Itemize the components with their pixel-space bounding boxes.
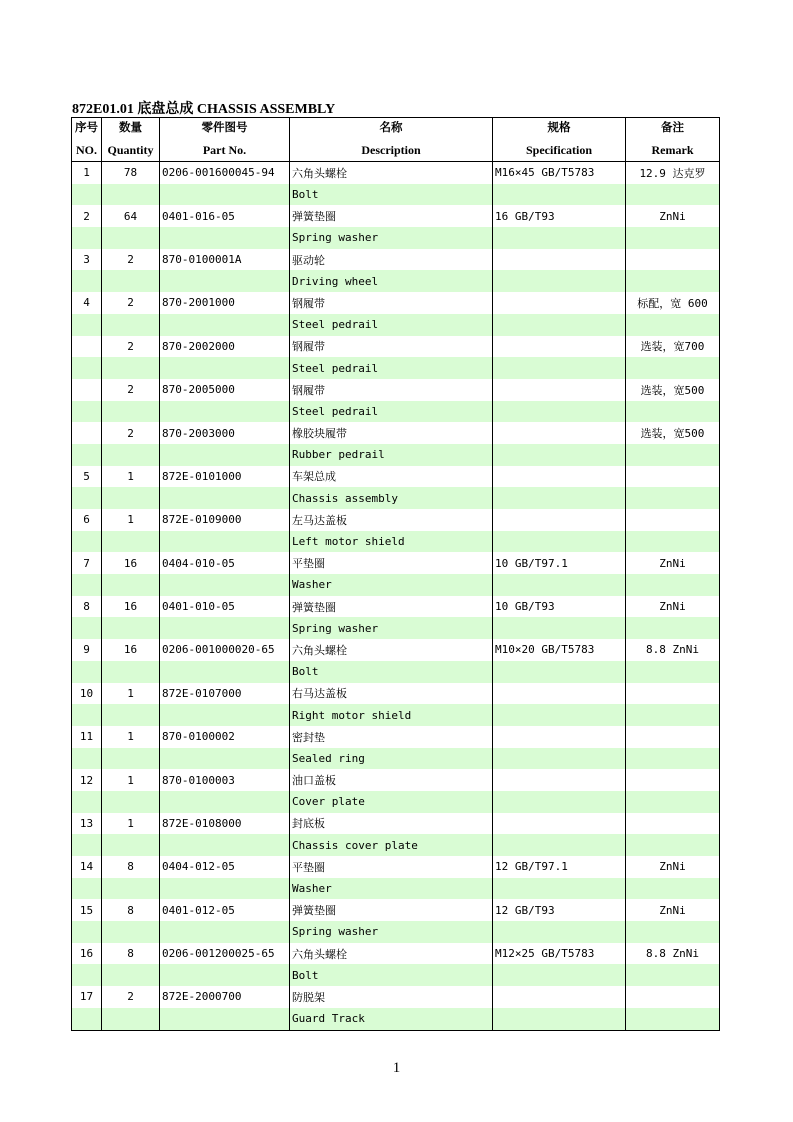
cell-description-en: Spring washer — [290, 617, 493, 639]
table-row — [72, 683, 720, 705]
cell-empty — [102, 921, 160, 943]
cell-empty — [160, 574, 290, 596]
cell-no: 10 — [72, 683, 102, 705]
cell-remark: 8.8 ZnNi — [626, 943, 720, 965]
cell-specification: M10×20 GB/T5783 — [493, 639, 626, 661]
cell-quantity: 8 — [102, 899, 160, 921]
table-row — [72, 596, 720, 618]
table-row-english — [72, 964, 720, 986]
cell-description-cn: 六角头螺栓 — [290, 943, 493, 965]
cell-description-cn: 防脱架 — [290, 986, 493, 1008]
cell-quantity: 64 — [102, 205, 160, 227]
cell-empty — [626, 444, 720, 466]
header-description-cn: 名称 — [290, 118, 493, 140]
cell-empty — [102, 314, 160, 336]
cell-part-no: 872E-0101000 — [160, 466, 290, 488]
parts-table — [71, 117, 720, 1031]
cell-quantity: 1 — [102, 813, 160, 835]
table-row-english — [72, 704, 720, 726]
cell-part-no: 870-2005000 — [160, 379, 290, 401]
cell-remark — [626, 466, 720, 488]
cell-empty — [160, 357, 290, 379]
cell-empty — [160, 704, 290, 726]
cell-empty — [493, 314, 626, 336]
cell-quantity: 8 — [102, 943, 160, 965]
table-row — [72, 509, 720, 531]
table-row — [72, 249, 720, 271]
cell-part-no: 0206-001200025-65 — [160, 943, 290, 965]
cell-no: 6 — [72, 509, 102, 531]
cell-part-no: 870-2003000 — [160, 422, 290, 444]
cell-description-cn: 钢履带 — [290, 336, 493, 358]
cell-quantity: 2 — [102, 422, 160, 444]
cell-empty — [72, 964, 102, 986]
cell-empty — [493, 878, 626, 900]
cell-empty — [102, 531, 160, 553]
cell-description-cn: 车架总成 — [290, 466, 493, 488]
header-remark-en: Remark — [626, 140, 720, 162]
cell-empty — [102, 1008, 160, 1030]
cell-remark — [626, 683, 720, 705]
cell-quantity: 1 — [102, 726, 160, 748]
cell-empty — [626, 921, 720, 943]
cell-empty — [626, 270, 720, 292]
cell-description-en: Right motor shield — [290, 704, 493, 726]
cell-empty — [72, 444, 102, 466]
cell-empty — [160, 227, 290, 249]
cell-empty — [493, 401, 626, 423]
cell-quantity: 1 — [102, 509, 160, 531]
cell-remark — [626, 986, 720, 1008]
cell-empty — [160, 1008, 290, 1030]
cell-empty — [160, 401, 290, 423]
cell-part-no: 870-2002000 — [160, 336, 290, 358]
cell-no: 15 — [72, 899, 102, 921]
cell-description-cn: 平垫圈 — [290, 552, 493, 574]
cell-part-no: 870-0100001A — [160, 249, 290, 271]
cell-empty — [626, 661, 720, 683]
cell-empty — [72, 314, 102, 336]
cell-specification: 12 GB/T93 — [493, 899, 626, 921]
cell-empty — [626, 964, 720, 986]
cell-quantity: 8 — [102, 856, 160, 878]
cell-empty — [626, 401, 720, 423]
cell-description-cn: 弹簧垫圈 — [290, 899, 493, 921]
cell-empty — [102, 834, 160, 856]
cell-specification: 12 GB/T97.1 — [493, 856, 626, 878]
cell-part-no: 872E-2000700 — [160, 986, 290, 1008]
cell-empty — [160, 791, 290, 813]
cell-empty — [72, 878, 102, 900]
table-row-english — [72, 921, 720, 943]
cell-quantity: 2 — [102, 336, 160, 358]
cell-part-no: 870-2001000 — [160, 292, 290, 314]
cell-empty — [493, 270, 626, 292]
cell-empty — [160, 617, 290, 639]
cell-part-no: 872E-0109000 — [160, 509, 290, 531]
cell-remark — [626, 769, 720, 791]
cell-empty — [160, 531, 290, 553]
cell-remark: 标配，宽 600 — [626, 292, 720, 314]
cell-empty — [493, 617, 626, 639]
cell-remark: ZnNi — [626, 899, 720, 921]
table-row-english — [72, 227, 720, 249]
cell-empty — [493, 791, 626, 813]
cell-part-no: 872E-0107000 — [160, 683, 290, 705]
header-row-chinese — [72, 118, 720, 140]
cell-no: 16 — [72, 943, 102, 965]
table-row-english — [72, 314, 720, 336]
cell-specification — [493, 292, 626, 314]
cell-specification — [493, 813, 626, 835]
cell-specification — [493, 336, 626, 358]
cell-empty — [493, 921, 626, 943]
cell-empty — [160, 964, 290, 986]
cell-empty — [72, 1008, 102, 1030]
cell-empty — [102, 444, 160, 466]
cell-part-no: 0401-010-05 — [160, 596, 290, 618]
cell-empty — [626, 184, 720, 206]
cell-description-en: Driving wheel — [290, 270, 493, 292]
cell-description-en: Steel pedrail — [290, 357, 493, 379]
table-row — [72, 726, 720, 748]
cell-description-cn: 密封垫 — [290, 726, 493, 748]
cell-empty — [160, 834, 290, 856]
cell-empty — [160, 921, 290, 943]
cell-description-cn: 钢履带 — [290, 292, 493, 314]
cell-description-en: Steel pedrail — [290, 401, 493, 423]
cell-specification: M16×45 GB/T5783 — [493, 162, 626, 184]
cell-part-no: 872E-0108000 — [160, 813, 290, 835]
cell-description-en: Bolt — [290, 184, 493, 206]
header-description-en: Description — [290, 140, 493, 162]
cell-no: 2 — [72, 205, 102, 227]
cell-empty — [102, 791, 160, 813]
cell-description-cn: 弹簧垫圈 — [290, 596, 493, 618]
cell-remark: ZnNi — [626, 596, 720, 618]
cell-no — [72, 336, 102, 358]
table-row-english — [72, 834, 720, 856]
cell-empty — [102, 748, 160, 770]
cell-no: 17 — [72, 986, 102, 1008]
cell-empty — [626, 1008, 720, 1030]
cell-description-en: Bolt — [290, 964, 493, 986]
cell-empty — [493, 704, 626, 726]
cell-empty — [72, 834, 102, 856]
cell-empty — [72, 531, 102, 553]
cell-empty — [72, 184, 102, 206]
table-row-english — [72, 748, 720, 770]
cell-empty — [72, 704, 102, 726]
cell-empty — [626, 357, 720, 379]
cell-empty — [72, 748, 102, 770]
cell-quantity: 16 — [102, 596, 160, 618]
cell-empty — [493, 487, 626, 509]
cell-empty — [160, 270, 290, 292]
cell-description-cn: 钢履带 — [290, 379, 493, 401]
cell-remark: 8.8 ZnNi — [626, 639, 720, 661]
cell-empty — [102, 574, 160, 596]
header-specification-en: Specification — [493, 140, 626, 162]
cell-specification — [493, 726, 626, 748]
table-row — [72, 813, 720, 835]
cell-empty — [72, 661, 102, 683]
cell-empty — [72, 921, 102, 943]
table-row — [72, 162, 720, 184]
cell-description-en: Guard Track — [290, 1008, 493, 1030]
cell-specification — [493, 422, 626, 444]
table-row-english — [72, 184, 720, 206]
cell-part-no: 0401-012-05 — [160, 899, 290, 921]
cell-empty — [493, 444, 626, 466]
cell-no: 9 — [72, 639, 102, 661]
cell-empty — [626, 748, 720, 770]
table-row-english — [72, 661, 720, 683]
cell-empty — [160, 184, 290, 206]
cell-no: 7 — [72, 552, 102, 574]
table-row-english — [72, 444, 720, 466]
cell-description-cn: 平垫圈 — [290, 856, 493, 878]
cell-empty — [102, 270, 160, 292]
cell-empty — [493, 834, 626, 856]
cell-remark: 选装，宽500 — [626, 422, 720, 444]
cell-remark: 12.9 达克罗 — [626, 162, 720, 184]
cell-empty — [160, 444, 290, 466]
cell-empty — [493, 1008, 626, 1030]
table-row — [72, 856, 720, 878]
cell-quantity: 2 — [102, 292, 160, 314]
cell-description-en: Bolt — [290, 661, 493, 683]
cell-empty — [160, 487, 290, 509]
header-row-english — [72, 140, 720, 162]
table-row-english — [72, 401, 720, 423]
cell-part-no: 0404-010-05 — [160, 552, 290, 574]
cell-empty — [72, 357, 102, 379]
cell-empty — [626, 704, 720, 726]
cell-no: 12 — [72, 769, 102, 791]
cell-remark — [626, 813, 720, 835]
table-row-english — [72, 270, 720, 292]
header-specification-cn: 规格 — [493, 118, 626, 140]
table-row-english — [72, 357, 720, 379]
cell-no: 13 — [72, 813, 102, 835]
table-row — [72, 899, 720, 921]
cell-empty — [493, 748, 626, 770]
cell-part-no: 0206-001600045-94 — [160, 162, 290, 184]
header-part-no-en: Part No. — [160, 140, 290, 162]
cell-description-cn: 油口盖板 — [290, 769, 493, 791]
parts-table-body — [72, 162, 720, 1031]
cell-no — [72, 422, 102, 444]
table-row — [72, 379, 720, 401]
table-row — [72, 943, 720, 965]
cell-remark — [626, 726, 720, 748]
cell-description-en: Washer — [290, 574, 493, 596]
table-row — [72, 205, 720, 227]
table-row-english — [72, 531, 720, 553]
cell-remark: ZnNi — [626, 205, 720, 227]
cell-description-en: Chassis cover plate — [290, 834, 493, 856]
cell-specification — [493, 379, 626, 401]
cell-description-cn: 左马达盖板 — [290, 509, 493, 531]
cell-empty — [626, 878, 720, 900]
cell-description-en: Cover plate — [290, 791, 493, 813]
cell-empty — [493, 964, 626, 986]
cell-specification: 10 GB/T93 — [493, 596, 626, 618]
cell-description-cn: 六角头螺栓 — [290, 162, 493, 184]
cell-quantity: 16 — [102, 639, 160, 661]
cell-no: 11 — [72, 726, 102, 748]
cell-quantity: 2 — [102, 986, 160, 1008]
table-row-english — [72, 574, 720, 596]
cell-empty — [160, 748, 290, 770]
cell-no: 14 — [72, 856, 102, 878]
cell-description-en: Sealed ring — [290, 748, 493, 770]
cell-no: 5 — [72, 466, 102, 488]
cell-quantity: 16 — [102, 552, 160, 574]
cell-quantity: 2 — [102, 249, 160, 271]
cell-empty — [102, 184, 160, 206]
table-row — [72, 986, 720, 1008]
table-row — [72, 639, 720, 661]
cell-empty — [102, 964, 160, 986]
header-remark-cn: 备注 — [626, 118, 720, 140]
header-part-no-cn: 零件图号 — [160, 118, 290, 140]
cell-empty — [160, 661, 290, 683]
cell-empty — [493, 227, 626, 249]
table-row-english — [72, 487, 720, 509]
cell-quantity: 1 — [102, 466, 160, 488]
cell-description-en: Left motor shield — [290, 531, 493, 553]
cell-empty — [626, 531, 720, 553]
cell-description-cn: 封底板 — [290, 813, 493, 835]
cell-specification — [493, 683, 626, 705]
cell-no: 1 — [72, 162, 102, 184]
cell-no: 4 — [72, 292, 102, 314]
cell-description-cn: 驱动轮 — [290, 249, 493, 271]
cell-remark: ZnNi — [626, 856, 720, 878]
cell-empty — [102, 704, 160, 726]
cell-empty — [102, 878, 160, 900]
cell-empty — [102, 357, 160, 379]
cell-part-no: 0404-012-05 — [160, 856, 290, 878]
cell-description-en: Spring washer — [290, 227, 493, 249]
cell-description-en: Rubber pedrail — [290, 444, 493, 466]
cell-description-en: Washer — [290, 878, 493, 900]
cell-empty — [72, 401, 102, 423]
cell-empty — [72, 791, 102, 813]
cell-remark — [626, 509, 720, 531]
cell-empty — [493, 531, 626, 553]
cell-no: 3 — [72, 249, 102, 271]
cell-empty — [72, 227, 102, 249]
cell-specification — [493, 986, 626, 1008]
cell-empty — [102, 617, 160, 639]
cell-remark — [626, 249, 720, 271]
cell-part-no: 870-0100003 — [160, 769, 290, 791]
cell-empty — [72, 617, 102, 639]
cell-quantity: 2 — [102, 379, 160, 401]
cell-specification — [493, 769, 626, 791]
cell-empty — [72, 574, 102, 596]
table-row-english — [72, 878, 720, 900]
table-row-english — [72, 1008, 720, 1030]
cell-empty — [102, 487, 160, 509]
cell-description-en: Spring washer — [290, 921, 493, 943]
cell-empty — [160, 314, 290, 336]
header-no-cn: 序号 — [72, 118, 102, 140]
cell-empty — [493, 184, 626, 206]
cell-empty — [626, 574, 720, 596]
cell-empty — [493, 574, 626, 596]
cell-quantity: 1 — [102, 683, 160, 705]
table-row — [72, 552, 720, 574]
cell-description-cn: 右马达盖板 — [290, 683, 493, 705]
cell-part-no: 870-0100002 — [160, 726, 290, 748]
cell-empty — [102, 401, 160, 423]
cell-empty — [102, 661, 160, 683]
cell-specification: M12×25 GB/T5783 — [493, 943, 626, 965]
cell-empty — [626, 617, 720, 639]
cell-empty — [102, 227, 160, 249]
cell-no — [72, 379, 102, 401]
table-row-english — [72, 791, 720, 813]
cell-description-cn: 弹簧垫圈 — [290, 205, 493, 227]
cell-description-en: Chassis assembly — [290, 487, 493, 509]
cell-empty — [493, 357, 626, 379]
cell-description-cn: 橡胶块履带 — [290, 422, 493, 444]
page-number: 1 — [392, 1060, 401, 1076]
cell-part-no: 0401-016-05 — [160, 205, 290, 227]
cell-remark: ZnNi — [626, 552, 720, 574]
cell-specification: 10 GB/T97.1 — [493, 552, 626, 574]
cell-remark: 选装，宽700 — [626, 336, 720, 358]
cell-empty — [72, 487, 102, 509]
table-row — [72, 769, 720, 791]
cell-specification — [493, 509, 626, 531]
cell-empty — [626, 227, 720, 249]
cell-empty — [626, 487, 720, 509]
document-title: 872E01.01 底盘总成 CHASSIS ASSEMBLY — [72, 102, 336, 117]
cell-empty — [626, 791, 720, 813]
cell-no: 8 — [72, 596, 102, 618]
cell-empty — [626, 834, 720, 856]
cell-remark: 选装，宽500 — [626, 379, 720, 401]
cell-quantity: 1 — [102, 769, 160, 791]
cell-description-en: Steel pedrail — [290, 314, 493, 336]
header-quantity-en: Quantity — [102, 140, 160, 162]
table-row — [72, 336, 720, 358]
cell-empty — [493, 661, 626, 683]
cell-empty — [72, 270, 102, 292]
cell-specification — [493, 249, 626, 271]
table-row — [72, 422, 720, 444]
table-row — [72, 292, 720, 314]
cell-empty — [626, 314, 720, 336]
cell-description-cn: 六角头螺栓 — [290, 639, 493, 661]
table-row-english — [72, 617, 720, 639]
cell-specification: 16 GB/T93 — [493, 205, 626, 227]
header-quantity-cn: 数量 — [102, 118, 160, 140]
table-row — [72, 466, 720, 488]
cell-quantity: 78 — [102, 162, 160, 184]
cell-specification — [493, 466, 626, 488]
header-no-en: NO. — [72, 140, 102, 162]
cell-part-no: 0206-001000020-65 — [160, 639, 290, 661]
cell-empty — [160, 878, 290, 900]
